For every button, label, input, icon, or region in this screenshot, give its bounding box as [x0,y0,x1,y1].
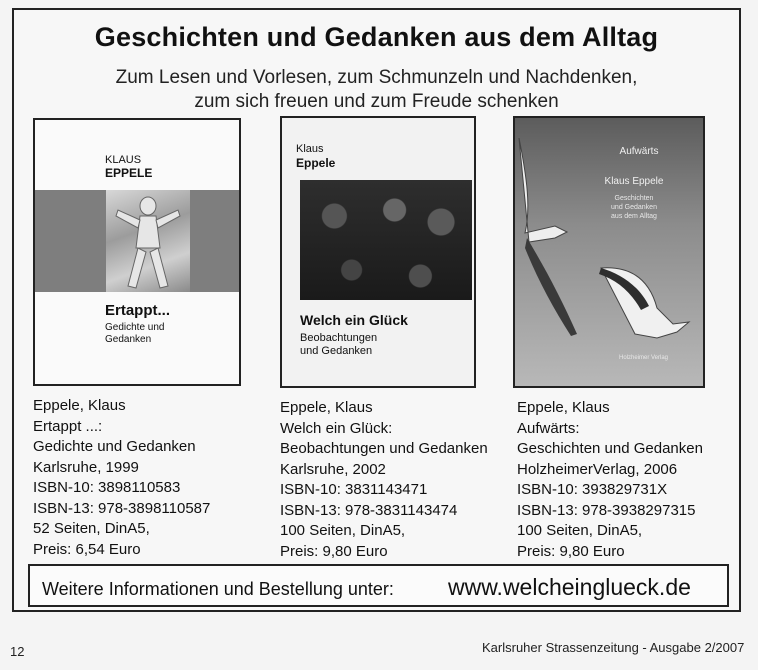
cover-subtitle [300,332,377,358]
seagull-right-image [599,258,699,368]
subtitle-line-1: Zum Lesen und Vorlesen, zum Schmunzeln und Nachdenken, [115,67,638,88]
cover-title: Aufwärts [619,146,659,157]
entry-place-year: Karlsruhe, 1999 [33,458,139,476]
entry-isbn10: ISBN-10: 393829731X [517,481,668,498]
entry-title: Welch ein Glück: [280,419,393,437]
entry-title: Aufwärts: [517,419,580,437]
order-info-box [28,564,729,607]
entry-isbn10: ISBN-10: 3898110583 [33,479,181,496]
entry-place-year: HolzheimerVerlag, 2006 [517,460,678,478]
entry-author: Eppele, Klaus [517,399,610,416]
entry-price: Preis: 9,80 Euro [280,542,388,560]
entry-isbn10: ISBN-10: 3831143471 [280,481,428,498]
cover-author-first: KLAUS [105,154,142,166]
cover-subtitle-line-3: aus dem Alltag [611,213,657,220]
entry-author: Eppele, Klaus [280,399,373,416]
entry-isbn13: ISBN-13: 978-3938297315 [517,501,696,519]
entry-title: Ertappt ...: [33,417,103,435]
advertisement-frame [12,8,741,612]
cover-subtitle-line-2: und Gedanken [611,204,657,211]
order-info-text: Weitere Informationen und Bestellung unter: [42,579,394,599]
entry-author: Eppele, Klaus [33,397,126,414]
subtitle-line-2: zum sich freuen und zum Freude schenken [194,91,559,112]
book-entry-welch-ein-glueck [280,398,488,562]
cover-author [296,142,335,170]
entry-price: Preis: 9,80 Euro [517,542,625,560]
cover-subtitle-line-1: Geschichten [614,195,654,202]
page-number: 12 [10,644,25,659]
entry-subtitle: Geschichten und Gedanken [517,440,703,457]
cover-subtitle-line-1: Gedichte und [105,322,165,333]
cover-publisher: Holzheimer Verlag [619,355,669,361]
book-entry-ertappt [33,396,210,560]
cover-subtitle [105,322,165,346]
book-entry-aufwaerts [517,398,703,562]
book-cover-ertappt [33,118,241,386]
cover-title: Welch ein Glück [300,312,408,328]
entry-subtitle: Beobachtungen und Gedanken [280,440,488,457]
cover-photo-sunflowers [300,180,472,300]
cover-photo-sand-figure [106,190,190,292]
book-cover-welch-ein-glueck [280,116,476,388]
entry-subtitle: Gedichte und Gedanken [33,438,196,455]
entry-isbn13: ISBN-13: 978-3898110587 [33,499,211,517]
entry-format: 100 Seiten, DinA5, [280,522,406,539]
entry-price: Preis: 6,54 Euro [33,540,141,558]
cover-subtitle-line-2: und Gedanken [300,345,373,357]
entry-format: 100 Seiten, DinA5, [517,522,643,539]
cover-subtitle-line-1: Beobachtungen [300,332,378,344]
cover-author-last: EPPELE [105,166,153,180]
cover-author-first: Klaus [296,143,324,155]
entry-place-year: Karlsruhe, 2002 [280,460,386,478]
cover-author: Klaus Eppele [604,176,664,187]
seagull-left-image [515,138,595,338]
entry-isbn13: ISBN-13: 978-3831143474 [280,501,458,519]
website-link[interactable]: www.welcheinglueck.de [448,574,691,600]
publication-footer: Karlsruher Strassenzeitung - Ausgabe 2/2007 [482,640,745,655]
cover-author [105,154,152,180]
cover-subtitle-line-2: Gedanken [105,334,152,345]
cover-title: Ertappt... [105,302,171,319]
entry-format: 52 Seiten, DinA5, [33,520,150,537]
book-cover-aufwaerts [513,116,705,388]
page-title: Geschichten und Gedanken aus dem Alltag [94,22,659,52]
cover-author-last: Eppele [296,156,336,170]
page-subtitle [54,66,699,114]
